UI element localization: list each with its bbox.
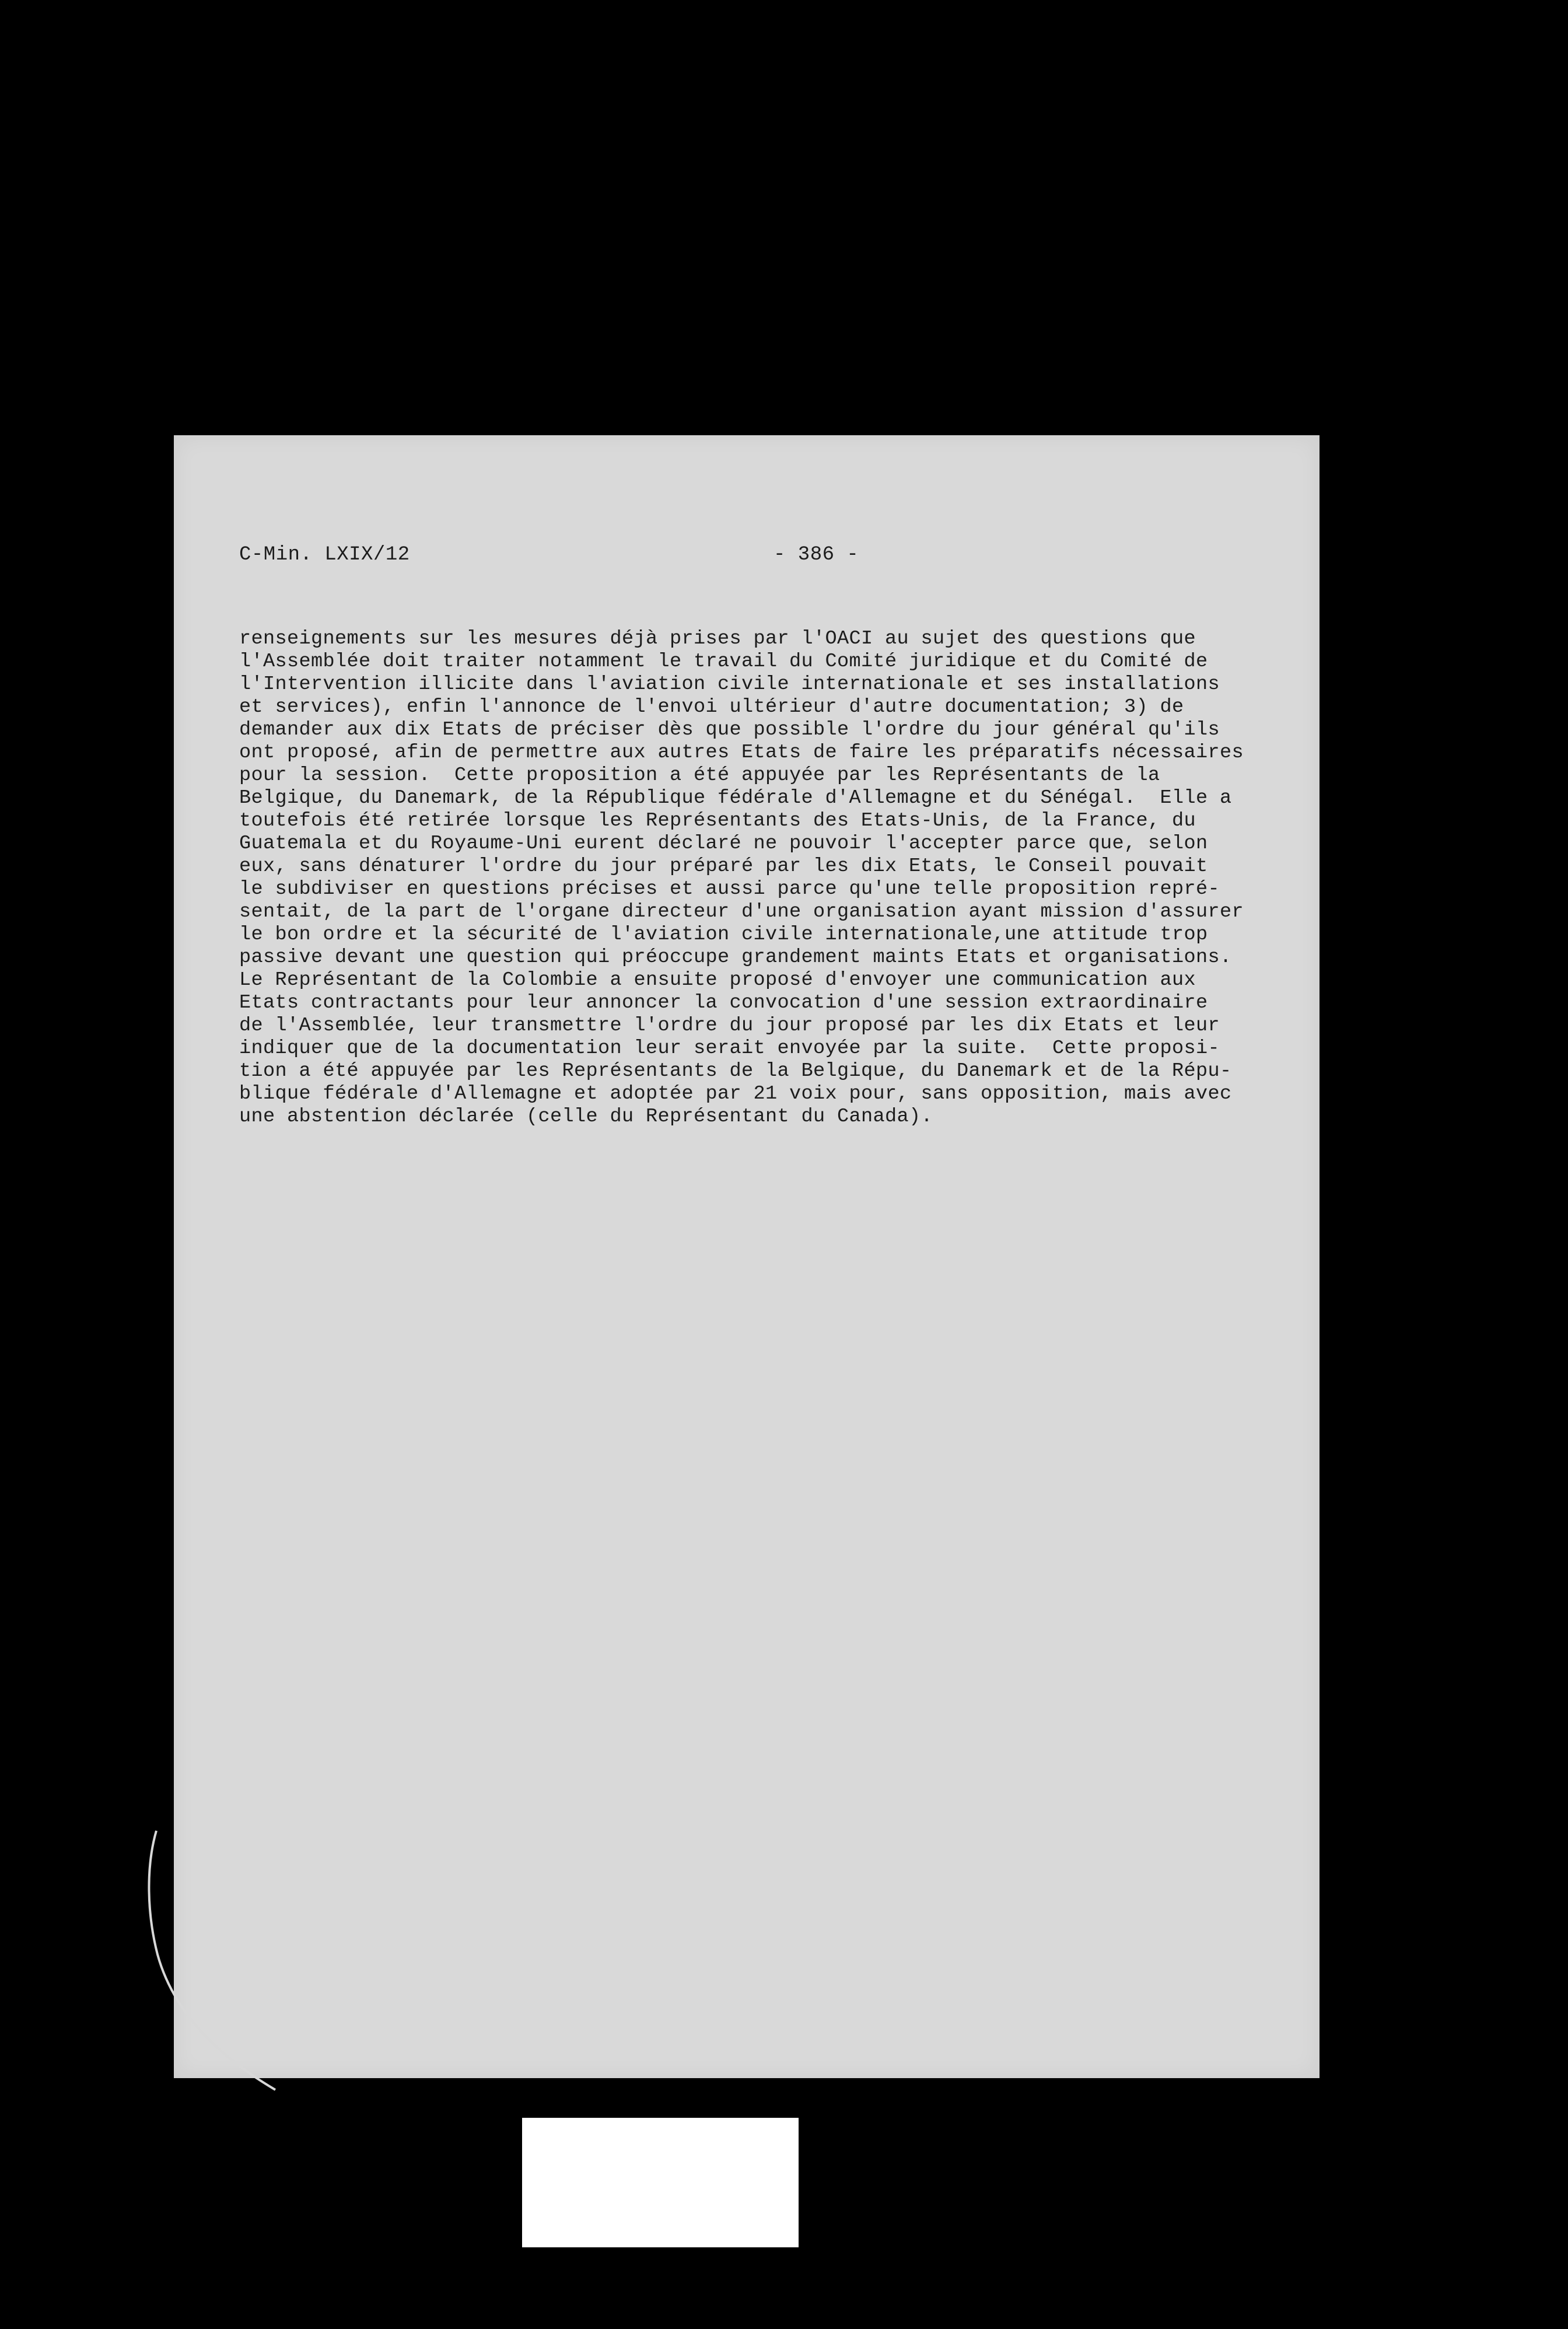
document-page — [174, 435, 1320, 2078]
body-line: Etats contractants pour leur annoncer la convocation d'une session extraordinaire — [239, 992, 1208, 1014]
body-line: ont proposé, afin de permettre aux autres Etats de faire les préparatifs nécessaires — [239, 742, 1244, 764]
body-line: Le Représentant de la Colombie a ensuite proposé d'envoyer une communication aux — [239, 969, 1196, 991]
body-line: toutefois été retirée lorsque les Représentants des Etats-Unis, de la France, du — [239, 810, 1196, 832]
body-line: blique fédérale d'Allemagne et adoptée par 21 voix pour, sans opposition, mais avec — [239, 1083, 1232, 1105]
body-line: tion a été appuyée par les Représentants de la Belgique, du Danemark et de la Répu- — [239, 1060, 1232, 1082]
body-line: le bon ordre et la sécurité de l'aviation civile internationale,une attitude trop — [239, 924, 1208, 946]
body-line: une abstention déclarée (celle du Représentant du Canada). — [239, 1106, 933, 1128]
body-line: Guatemala et du Royaume-Uni eurent déclaré ne pouvoir l'accepter parce que, selon — [239, 833, 1208, 855]
body-line: l'Intervention illicite dans l'aviation civile internationale et ses installations — [239, 673, 1220, 695]
body-line: renseignements sur les mesures déjà prises par l'OACI au sujet des questions que — [239, 628, 1196, 650]
body-line: eux, sans dénaturer l'ordre du jour préparé par les dix Etats, le Conseil pouvait — [239, 855, 1208, 877]
body-paragraph — [239, 628, 1266, 1128]
body-line: indiquer que de la documentation leur serait envoyée par la suite. Cette proposi- — [239, 1037, 1220, 1059]
body-line: demander aux dix Etats de préciser dès que possible l'ordre du jour général qu'ils — [239, 719, 1220, 741]
body-line: Belgique, du Danemark, de la République fédérale d'Allemagne et du Sénégal. Elle a — [239, 787, 1232, 809]
document-reference: C-Min. LXIX/12 — [239, 544, 410, 566]
body-line: le subdiviser en questions précises et aussi parce qu'une telle proposition repré- — [239, 878, 1220, 900]
body-line: passive devant une question qui préoccupe grandement maints Etats et organisations. — [239, 946, 1232, 968]
page-number: - 386 - — [774, 544, 859, 566]
body-line: et services), enfin l'annonce de l'envoi ultérieur d'autre documentation; 3) de — [239, 696, 1184, 718]
body-line: pour la session. Cette proposition a été appuyée par les Représentants de la — [239, 764, 1160, 786]
film-scratch-curve — [140, 1826, 286, 2094]
body-line: sentait, de la part de l'organe directeur d'une organisation ayant mission d'assurer — [239, 901, 1244, 923]
page-header — [239, 544, 1254, 572]
body-line: de l'Assemblée, leur transmettre l'ordre du jour proposé par les dix Etats et leur — [239, 1015, 1220, 1037]
blank-label-card — [522, 2118, 799, 2247]
body-line: l'Assemblée doit traiter notamment le travail du Comité juridique et du Comité de — [239, 651, 1208, 673]
